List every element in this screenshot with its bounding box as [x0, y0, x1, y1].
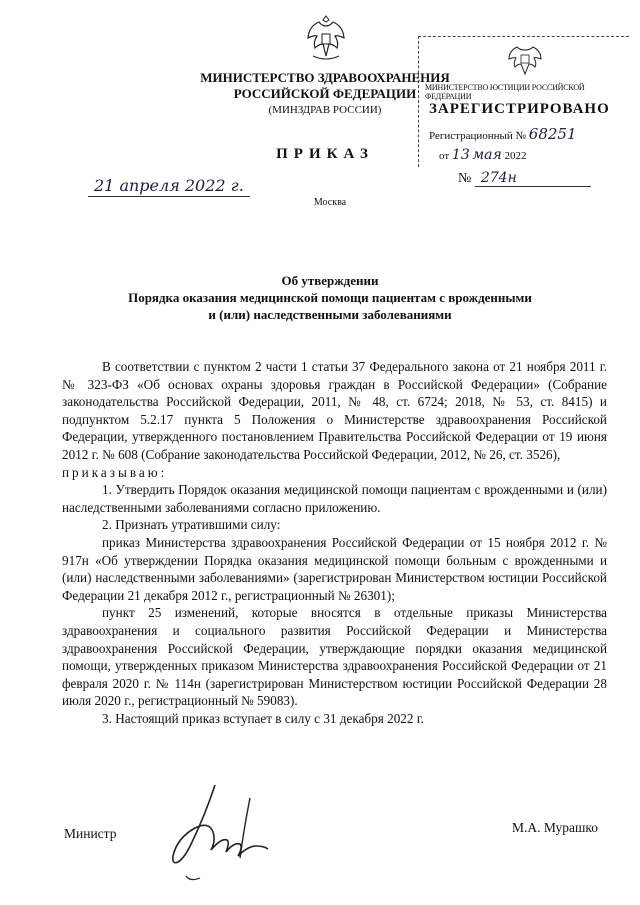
title-line-2: Порядка оказания медицинской помощи пациентам с врожденными	[128, 290, 532, 305]
ministry-line-2: РОССИЙСКОЙ ФЕДЕРАЦИИ	[233, 86, 417, 101]
registration-stamp	[418, 36, 629, 167]
document-title	[80, 272, 580, 323]
order-city: Москва	[313, 197, 347, 208]
body-item-2: 2. Признать утратившими силу:	[102, 517, 281, 533]
coat-of-arms-icon	[305, 12, 347, 64]
body-item-3: 3. Настоящий приказ вступает в силу с 31 декабря 2022 г.	[102, 710, 424, 726]
ministry-name	[200, 70, 450, 102]
order-number-label: №	[458, 171, 472, 186]
signatory-role: Министр	[64, 826, 117, 841]
stamp-registered: ЗАРЕГИСТРИРОВАНО	[429, 101, 610, 117]
document-body	[62, 358, 607, 727]
stamp-date-year: 2022	[504, 150, 527, 162]
signatory-name: М.А. Мурашко	[512, 820, 599, 835]
body-intro: В соответствии с пунктом 2 части 1 статьи 37 Федерального закона от 21 ноября 2011 г. № 323-ФЗ «Об основах охраны здоровья граждан в Российской Федерации» (Собрание законодательства Российской Федерации, 2011, № 48, ст. 6724; 2018, № 53, ст. 8415) и подпунктом 5.2.17 пункта 5 Положения о Министерстве здравоохранения Российской Федерации, утвержденного постановлением Правительства Российской Федерации от 19 июня 2012 г. № 608 (Собрание законодательства Российской Федерации, 2012, № 26, ст. 3526),	[62, 359, 607, 462]
stamp-authority: МИНИСТЕРСТВО ЮСТИЦИИ РОССИЙСКОЙ ФЕДЕРАЦИИ	[425, 83, 585, 101]
title-line-1: Об утверждении	[281, 273, 379, 288]
order-number-value: 274н	[475, 170, 591, 187]
order-number	[458, 170, 591, 187]
body-item-2a: приказ Министерства здравоохранения Российской Федерации от 15 ноября 2012 г. № 917н «Об утверждении Порядка оказания медицинской помощи больным с врожденными и (или) наследственными заболеваниями» (зарегистрирован Министерством юстиции Российской Федерации 21 декабря 2012 г., регистрационный № 26301);	[62, 534, 607, 603]
stamp-date-day: 13	[451, 147, 470, 163]
stamp-reg-number	[429, 125, 577, 143]
body-order-word: приказываю:	[62, 464, 168, 480]
ministry-short-name: (МИНЗДРАВ РОССИИ)	[268, 104, 382, 116]
ministry-line-1: МИНИСТЕРСТВО ЗДРАВООХРАНЕНИЯ	[200, 70, 450, 85]
stamp-date-month: мая	[472, 147, 502, 163]
order-date: 21 апреля 2022 г.	[88, 176, 250, 197]
stamp-reg-label: Регистрационный №	[429, 130, 527, 142]
stamp-date-prefix: от	[439, 150, 450, 162]
stamp-date	[439, 147, 526, 163]
body-item-2b: пункт 25 изменений, которые вносятся в отдельные приказы Министерства здравоохранения и социального развития Российской Федерации и Министерства здравоохранения Российской Федерации, утверждающие порядки оказания медицинской помощи, утвержденных приказом Министерства здравоохранения Российской Федерации от 21 февраля 2020 г. № 114н (зарегистрирован Министерством юстиции Российской Федерации 28 июля 2020 г., регистрационный № 59083).	[62, 605, 607, 709]
stamp-emblem-icon	[507, 41, 543, 79]
title-line-3: и (или) наследственными заболеваниями	[208, 307, 452, 322]
handwritten-signature	[160, 780, 290, 890]
body-item-1: 1. Утвердить Порядок оказания медицинской помощи пациентам с врожденными и (или) наследственными заболеваниями согласно приложению.	[62, 482, 607, 515]
stamp-reg-value: 68251	[528, 125, 577, 143]
document-type: ПРИКАЗ	[276, 146, 374, 162]
